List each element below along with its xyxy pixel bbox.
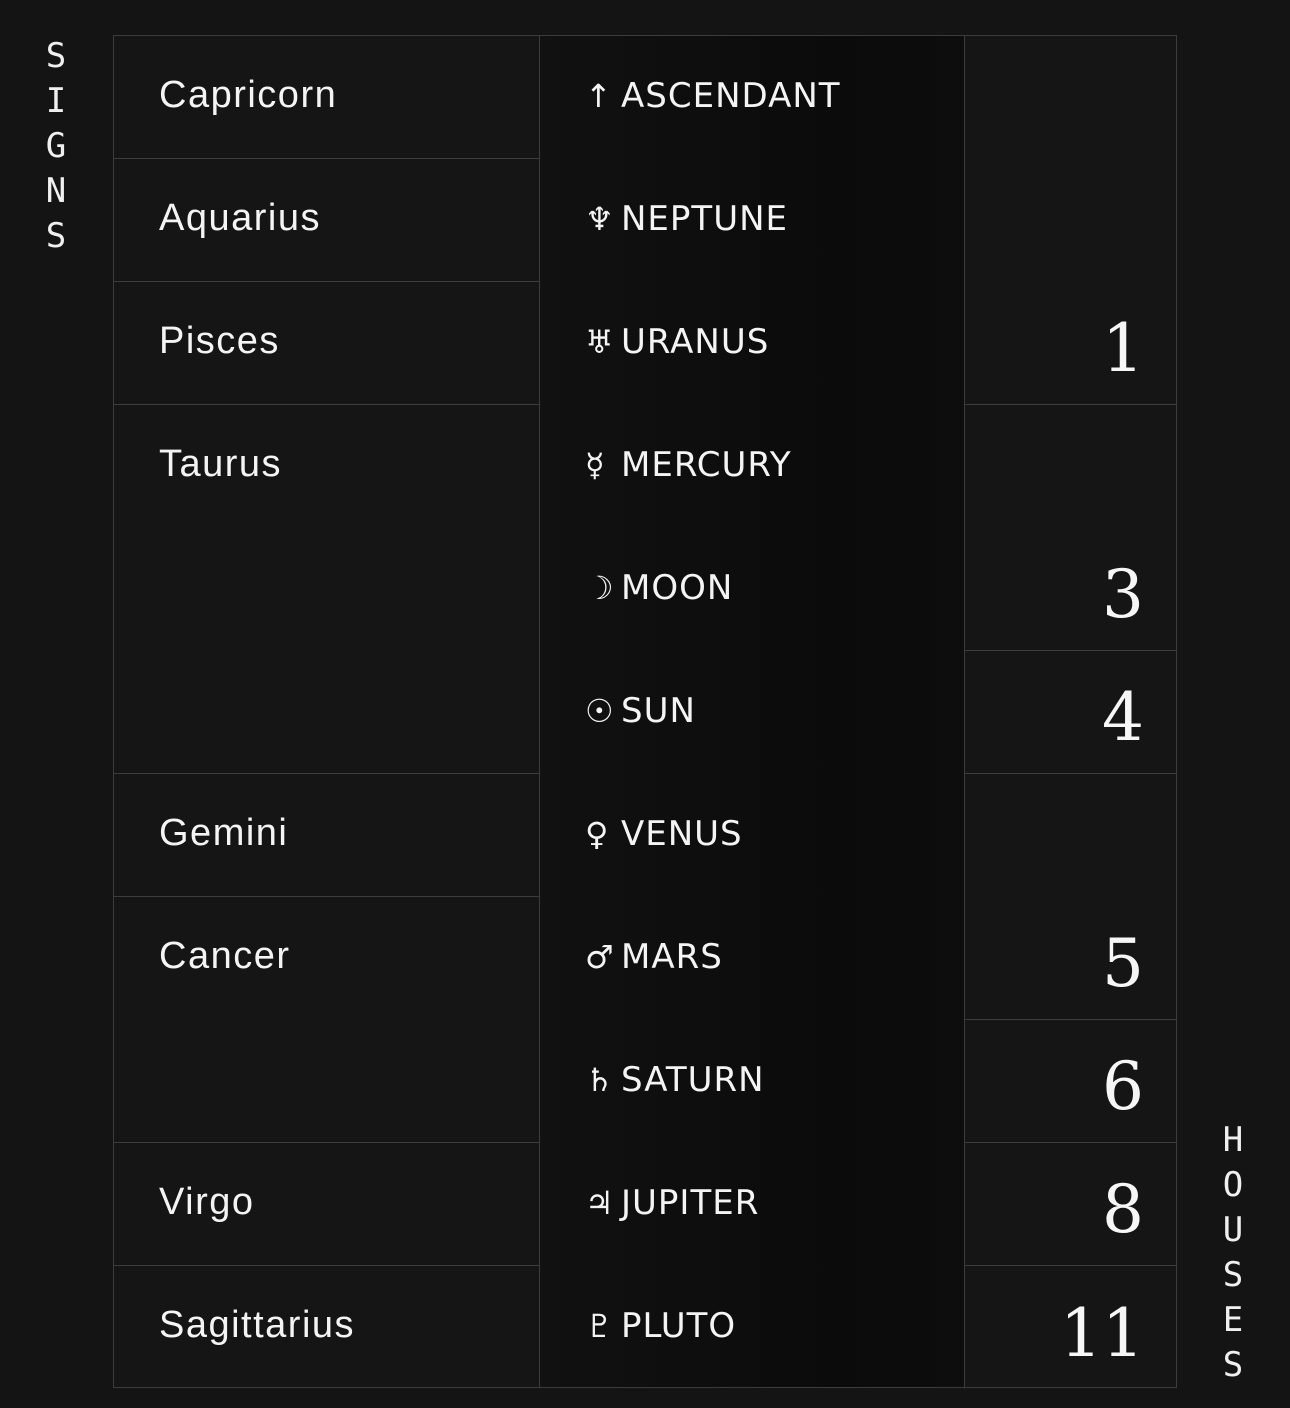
planet-cell [540, 1020, 964, 1143]
planet-name: MOON [621, 568, 734, 608]
sign-cell [114, 36, 539, 159]
house-cell [965, 1266, 1176, 1389]
house-cell [965, 774, 1176, 1020]
house-number: 6 [1102, 1048, 1144, 1125]
planet-cell [540, 1143, 964, 1266]
planet-entry [585, 199, 788, 239]
moon-icon: ☽ [585, 569, 615, 607]
planet-name: SATURN [621, 1060, 765, 1100]
sign-name: Pisces [159, 320, 280, 362]
sun-icon: ☉ [585, 692, 615, 730]
houses-vertical-label [1213, 1118, 1253, 1388]
sign-name: Virgo [159, 1181, 255, 1223]
planet-name: JUPITER [621, 1183, 760, 1223]
house-cell [965, 1143, 1176, 1266]
mars-icon: ♂ [585, 938, 615, 976]
houses-label-letter: E [1222, 1300, 1244, 1340]
jupiter-icon: ♃ [585, 1184, 615, 1222]
house-cell [965, 651, 1176, 774]
planet-cell [540, 528, 964, 651]
signs-label-letter: S [45, 36, 67, 76]
astrology-table [113, 35, 1177, 1388]
planet-cell [540, 774, 964, 897]
signs-column [114, 36, 539, 1387]
neptune-icon: ♆ [585, 200, 615, 238]
sign-cell [114, 1143, 539, 1266]
planet-name: SUN [621, 691, 696, 731]
planet-entry [585, 691, 696, 731]
sign-cell [114, 897, 539, 1143]
house-cell [965, 36, 1176, 405]
planet-cell [540, 1266, 964, 1389]
planet-entry [585, 1060, 765, 1100]
signs-vertical-label [36, 34, 76, 259]
planet-entry [585, 814, 743, 854]
house-number: 8 [1102, 1171, 1144, 1248]
sign-name: Gemini [159, 812, 289, 854]
sign-name: Cancer [159, 935, 291, 977]
planet-name: URANUS [621, 322, 770, 362]
sign-name: Capricorn [159, 74, 338, 116]
sign-cell [114, 405, 539, 774]
houses-column [965, 36, 1176, 1387]
signs-label-letter: I [45, 81, 67, 121]
house-number: 3 [1102, 556, 1144, 633]
sign-cell [114, 159, 539, 282]
houses-label-letter: H [1222, 1120, 1244, 1160]
houses-label-letter: S [1222, 1345, 1244, 1385]
planet-entry [585, 76, 841, 116]
sign-name: Aquarius [159, 197, 321, 239]
saturn-icon: ♄ [585, 1061, 615, 1099]
sign-cell [114, 282, 539, 405]
planet-entry [585, 1183, 759, 1223]
house-number: 5 [1102, 925, 1144, 1002]
venus-icon: ♀ [585, 815, 610, 853]
signs-label-letter: G [45, 126, 67, 166]
planet-cell [540, 159, 964, 282]
planet-name: ASCENDANT [621, 76, 841, 116]
uranus-icon: ♅ [585, 323, 615, 361]
planet-entry [585, 445, 792, 485]
mercury-icon: ☿ [585, 446, 606, 484]
planet-name: VENUS [621, 814, 743, 854]
planet-cell [540, 405, 964, 528]
planet-name: PLUTO [621, 1306, 737, 1346]
planet-name: NEPTUNE [621, 199, 788, 239]
houses-label-letter: O [1222, 1165, 1244, 1205]
house-cell [965, 1020, 1176, 1143]
planet-entry [585, 937, 723, 977]
planet-entry [585, 322, 769, 362]
house-number: 1 [1102, 310, 1144, 387]
sign-name: Sagittarius [159, 1304, 356, 1346]
pluto-icon: ♇ [585, 1307, 615, 1345]
house-number: 11 [1060, 1295, 1144, 1372]
house-number: 4 [1102, 679, 1144, 756]
planet-name: MARS [621, 937, 723, 977]
planet-name: MERCURY [621, 445, 792, 485]
planet-cell [540, 651, 964, 774]
planet-entry [585, 568, 733, 608]
ascendant-arrow-icon: ↑ [585, 77, 613, 115]
houses-label-letter: S [1222, 1255, 1244, 1295]
sign-name: Taurus [159, 443, 283, 485]
signs-label-letter: S [45, 216, 67, 256]
planets-column [539, 36, 965, 1387]
houses-label-letter: U [1222, 1210, 1244, 1250]
sign-cell [114, 774, 539, 897]
signs-label-letter: N [45, 171, 67, 211]
planet-cell [540, 282, 964, 405]
planet-cell [540, 36, 964, 159]
sign-cell [114, 1266, 539, 1389]
planet-entry [585, 1306, 736, 1346]
house-cell [965, 405, 1176, 651]
planet-cell [540, 897, 964, 1020]
